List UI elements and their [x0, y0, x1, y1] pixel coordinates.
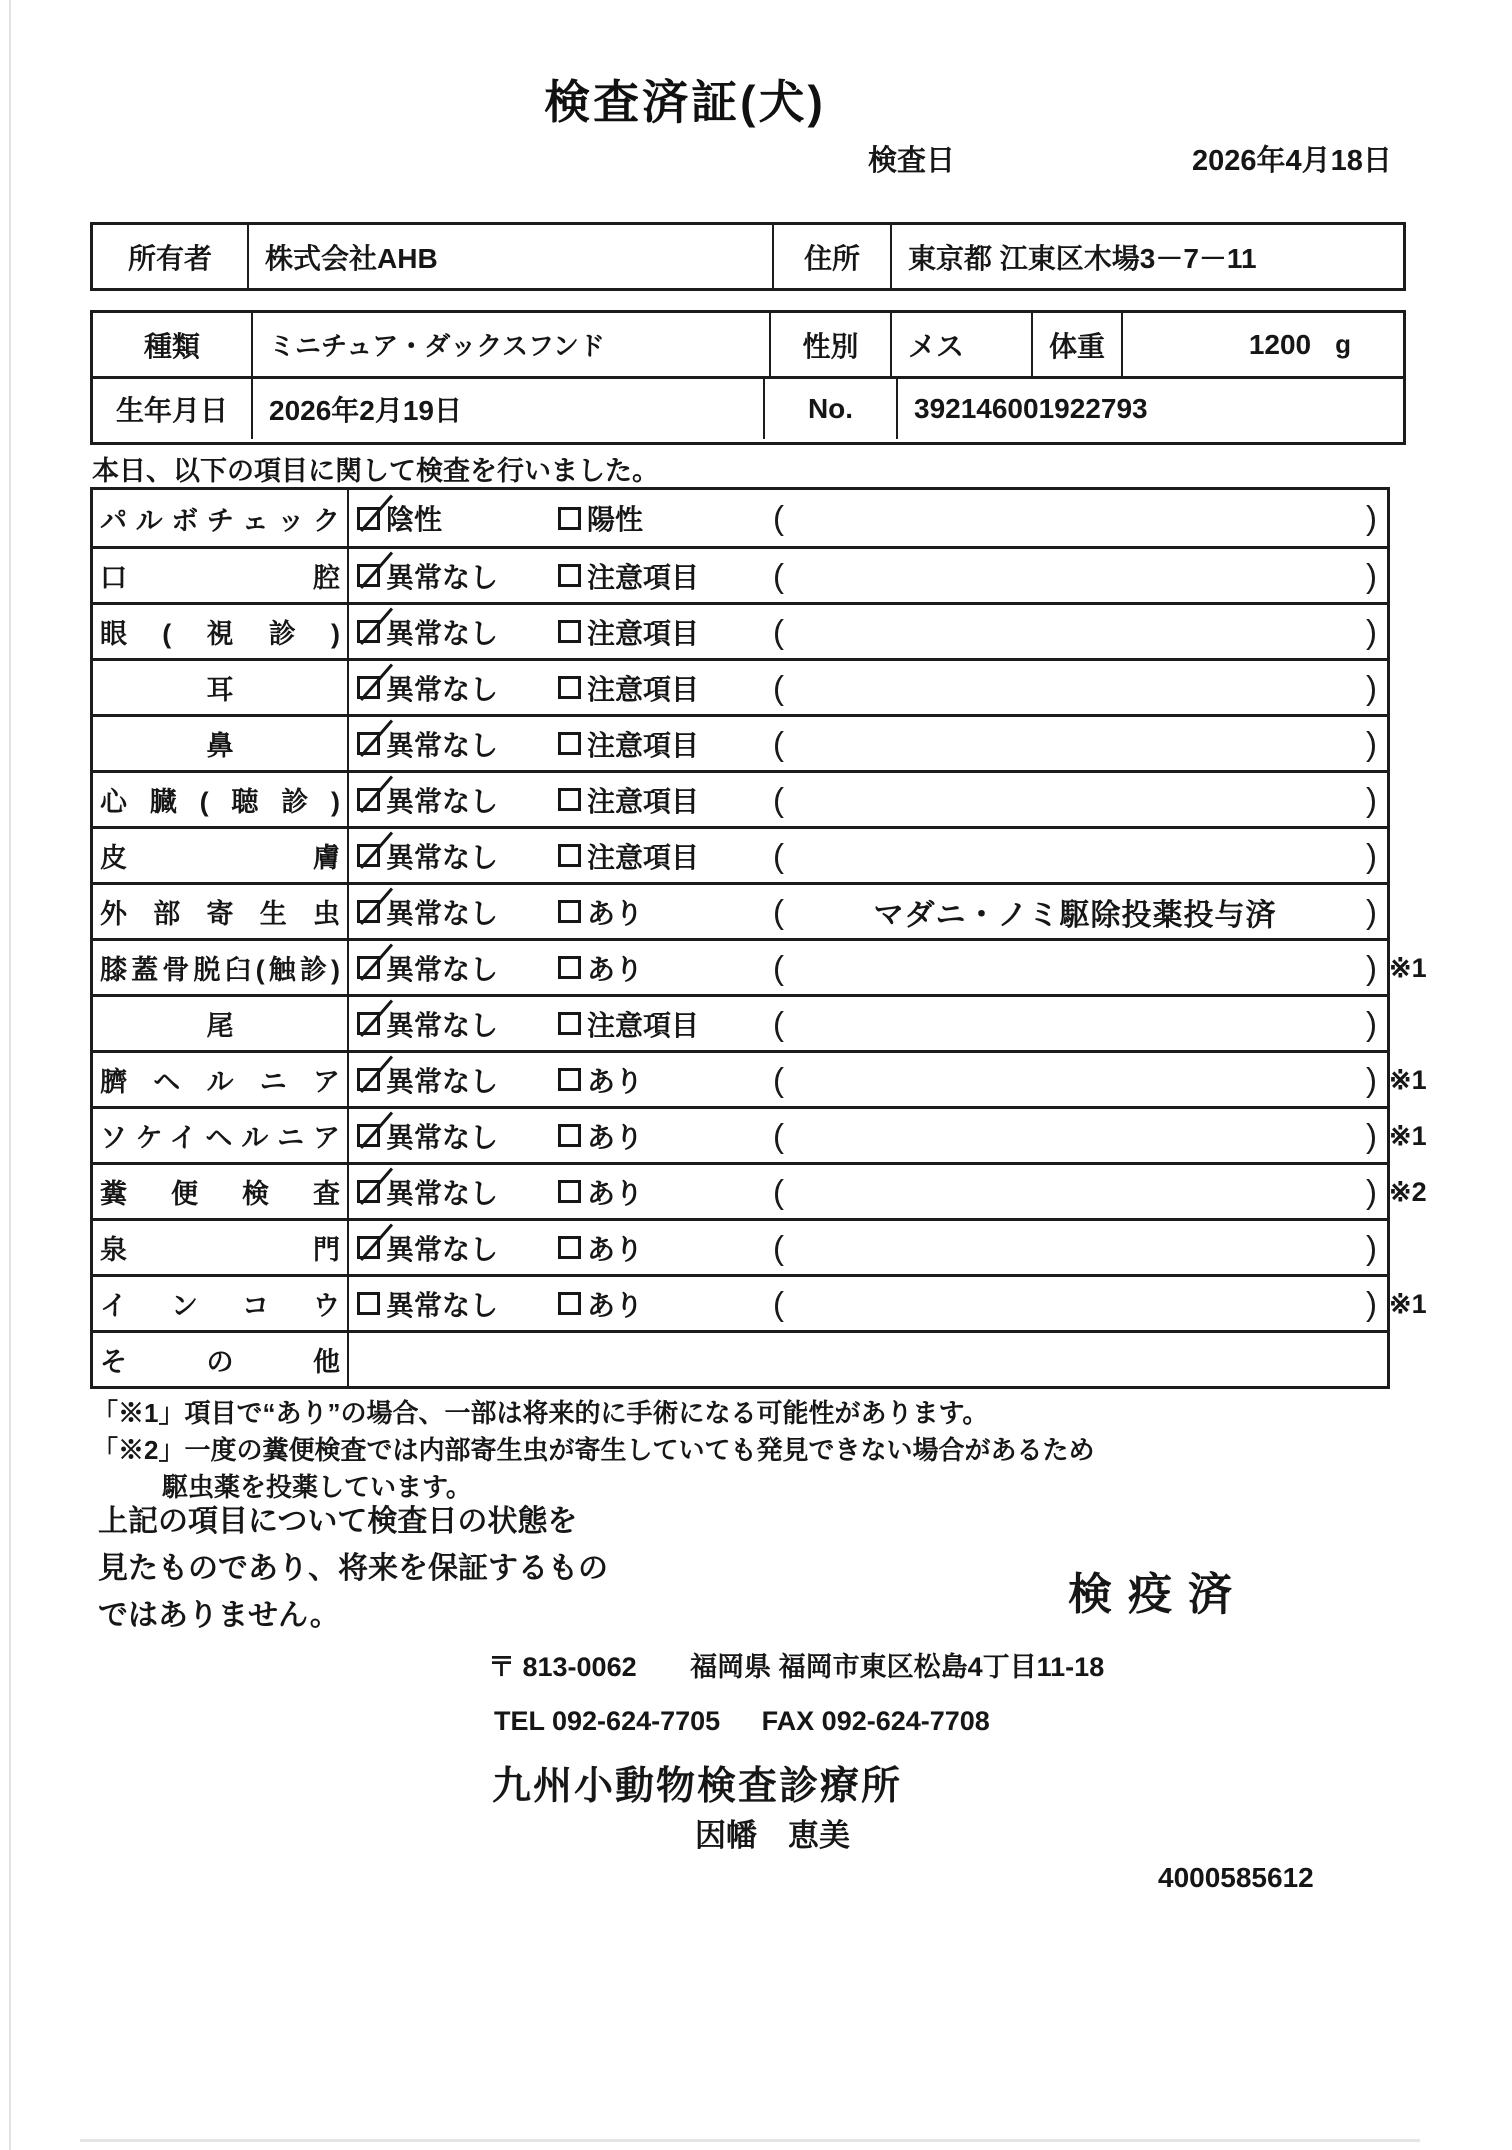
primary-checkbox	[357, 956, 380, 979]
footnotes	[92, 1395, 1094, 1506]
open-paren: (	[773, 780, 784, 818]
remarks-field	[773, 1285, 1387, 1323]
secondary-checkbox	[558, 676, 581, 699]
exam-item-label: 糞便検査	[100, 1179, 340, 1209]
secondary-checkbox	[558, 1012, 581, 1035]
exam-row	[93, 714, 1387, 770]
exam-item-cell	[93, 1221, 349, 1274]
exam-row	[93, 1218, 1387, 1274]
footnote-mark: ※2	[1389, 1177, 1427, 1207]
birthdate-label: 生年月日	[115, 395, 228, 426]
exam-result-cell	[349, 829, 1387, 882]
examiner-name: 因幡 恵美	[695, 1818, 850, 1853]
exam-result-cell	[349, 605, 1387, 658]
exam-result-cell	[349, 1053, 1387, 1106]
exam-item-label: 口腔	[100, 563, 340, 593]
exam-row	[93, 1050, 1427, 1106]
primary-option-label: 異常なし	[386, 1065, 499, 1097]
secondary-option-label: あり	[587, 953, 644, 985]
exam-item-label: パルボチェック	[100, 505, 340, 536]
open-paren: (	[773, 1004, 784, 1042]
clinic-phone-line	[494, 1706, 990, 1737]
exam-item-label: 心臓(聴診)	[100, 787, 340, 817]
primary-option-label: 異常なし	[386, 673, 499, 705]
exam-item-cell	[93, 773, 349, 826]
exam-row	[93, 1274, 1427, 1330]
exam-row	[93, 1330, 1387, 1386]
exam-result-cell	[349, 717, 1387, 770]
footnote-mark: ※1	[1389, 1121, 1427, 1151]
exam-result-cell	[349, 941, 1387, 994]
primary-option-label: 異常なし	[386, 897, 499, 929]
exam-result-cell	[349, 490, 1387, 546]
close-paren: )	[1366, 948, 1377, 986]
primary-checkbox	[357, 1180, 380, 1203]
inspection-date-label: 検査日	[868, 145, 956, 177]
exam-row	[93, 938, 1427, 994]
exam-result-cell	[349, 661, 1387, 714]
exam-item-cell	[93, 829, 349, 882]
weight-label: 体重	[1031, 313, 1121, 376]
exam-item-label: 眼(視診)	[100, 619, 340, 649]
exam-note: マダニ・ノミ駆除投薬投与済	[873, 898, 1277, 932]
primary-checkbox	[357, 1292, 380, 1315]
clinic-address: 福岡県 福岡市東区松島4丁目11-18	[690, 1652, 1105, 1682]
statement-line-1: 上記の項目について検査日の状態を	[98, 1505, 578, 1538]
secondary-checkbox	[558, 956, 581, 979]
exam-row	[93, 994, 1387, 1050]
breed-value: ミニチュア・ダックスフンド	[251, 313, 769, 376]
exam-item-label: 尾	[206, 1011, 234, 1041]
open-paren: (	[773, 1172, 784, 1210]
remarks-field	[773, 1061, 1387, 1099]
secondary-option-label: 注意項目	[587, 1009, 700, 1041]
close-paren: )	[1366, 1284, 1377, 1322]
exam-row	[93, 1162, 1427, 1218]
secondary-option-label: 注意項目	[587, 673, 700, 705]
primary-option-label: 異常なし	[386, 1121, 499, 1153]
secondary-option-label: 注意項目	[587, 841, 700, 873]
footnote-2-continued: 駆虫薬を投薬しています。	[162, 1472, 472, 1502]
exam-result-cell	[349, 1165, 1387, 1218]
remarks-field	[773, 613, 1387, 651]
close-paren: )	[1366, 892, 1377, 930]
primary-option-label: 異常なし	[386, 1009, 499, 1041]
exam-row	[93, 826, 1387, 882]
open-paren: (	[773, 892, 784, 930]
close-paren: )	[1366, 499, 1377, 536]
close-paren: )	[1366, 780, 1377, 818]
close-paren: )	[1366, 668, 1377, 706]
exam-item-cell	[93, 717, 349, 770]
clinic-postal-code: 〒 813-0062	[488, 1652, 637, 1682]
quarantine-passed-stamp: 検疫済	[1068, 1570, 1248, 1619]
exam-item-label: 臍ヘルニア	[100, 1067, 340, 1097]
secondary-checkbox	[558, 507, 581, 530]
close-paren: )	[1366, 724, 1377, 762]
sex-value: メス	[890, 313, 1031, 376]
primary-checkbox	[357, 1012, 380, 1035]
birthdate-value: 2026年2月19日	[251, 379, 763, 439]
footnote-mark: ※1	[1389, 953, 1427, 983]
id-number-label: No.	[763, 379, 896, 439]
inspection-date-row	[0, 138, 1512, 177]
statement-line-3: ではありません。	[98, 1599, 340, 1632]
animal-info-table	[90, 310, 1406, 445]
secondary-checkbox	[558, 564, 581, 587]
owner-table	[90, 222, 1406, 291]
exam-item-label: 鼻	[206, 731, 234, 761]
primary-option-label: 異常なし	[386, 1233, 499, 1265]
exam-row	[93, 1106, 1427, 1162]
remarks-field	[773, 669, 1387, 707]
exam-row	[93, 602, 1387, 658]
remarks-field	[773, 949, 1387, 987]
primary-checkbox	[357, 1124, 380, 1147]
exam-result-cell	[349, 997, 1387, 1050]
footnote-mark: ※1	[1389, 1289, 1427, 1319]
exam-row	[93, 658, 1387, 714]
secondary-checkbox	[558, 1292, 581, 1315]
primary-option-label: 異常なし	[386, 841, 499, 873]
exam-item-cell	[93, 661, 349, 714]
secondary-option-label: あり	[587, 1233, 644, 1265]
exam-item-label: インコウ	[100, 1291, 340, 1321]
open-paren: (	[773, 556, 784, 594]
exam-item-label: 泉門	[100, 1235, 340, 1265]
exam-item-cell	[93, 997, 349, 1050]
id-number-value: 392146001922793	[896, 379, 1403, 439]
close-paren: )	[1366, 836, 1377, 874]
weight-value: 1200	[1248, 328, 1312, 360]
secondary-option-label: あり	[587, 1177, 644, 1209]
disclaimer-statement	[98, 1498, 608, 1639]
owner-value: 株式会社AHB	[247, 225, 772, 288]
primary-checkbox	[357, 507, 380, 530]
weight-value-cell	[1121, 313, 1403, 376]
remarks-field	[773, 1173, 1387, 1211]
exam-item-label: 耳	[206, 675, 234, 705]
exam-item-cell	[93, 1165, 349, 1218]
exam-result-cell	[349, 773, 1387, 826]
secondary-option-label: 注意項目	[587, 617, 700, 649]
breed-label: 種類	[143, 330, 200, 362]
primary-checkbox	[357, 844, 380, 867]
exam-result-cell	[349, 1221, 1387, 1274]
remarks-field	[773, 1229, 1387, 1267]
primary-checkbox	[357, 564, 380, 587]
footnote-mark: ※1	[1389, 1065, 1427, 1095]
open-paren: (	[773, 1228, 784, 1266]
close-paren: )	[1366, 556, 1377, 594]
exam-result-cell	[349, 1333, 1387, 1386]
exam-item-label: 皮膚	[100, 843, 340, 873]
open-paren: (	[773, 1116, 784, 1154]
secondary-checkbox	[558, 844, 581, 867]
exam-row	[93, 882, 1387, 938]
exam-item-cell	[93, 549, 349, 602]
secondary-checkbox	[558, 1068, 581, 1091]
exam-table	[90, 487, 1427, 1389]
remarks-field	[773, 1117, 1387, 1155]
secondary-checkbox	[558, 732, 581, 755]
secondary-checkbox	[558, 1180, 581, 1203]
exam-result-cell	[349, 1109, 1387, 1162]
secondary-option-label: 注意項目	[587, 729, 700, 761]
primary-option-label: 異常なし	[386, 785, 499, 817]
exam-item-cell	[93, 1109, 349, 1162]
open-paren: (	[773, 836, 784, 874]
primary-option-label: 異常なし	[386, 561, 499, 593]
remarks-field	[773, 890, 1387, 934]
weight-unit: g	[1335, 329, 1351, 359]
scan-edge-artifact	[9, 0, 11, 2150]
primary-option-label: 異常なし	[386, 617, 499, 649]
secondary-option-label: 注意項目	[587, 561, 700, 593]
statement-line-2: 見たものであり、将来を保証するもの	[98, 1552, 608, 1585]
exam-row	[93, 546, 1387, 602]
primary-option-label: 異常なし	[386, 729, 499, 761]
clinic-fax: FAX 092-624-7708	[761, 1706, 990, 1736]
exam-result-cell	[349, 549, 1387, 602]
exam-item-cell	[93, 885, 349, 938]
exam-row	[93, 490, 1387, 546]
close-paren: )	[1366, 1172, 1377, 1210]
footnote-2: 「※2」一度の糞便検査では内部寄生虫が寄生していても発見できない場合があるため	[92, 1435, 1095, 1465]
secondary-option-label: あり	[587, 1121, 644, 1153]
exam-item-cell	[93, 941, 349, 994]
remarks-field	[773, 725, 1387, 763]
exam-item-cell	[93, 605, 349, 658]
open-paren: (	[773, 1060, 784, 1098]
primary-option-label: 異常なし	[386, 953, 499, 985]
secondary-option-label: 陽性	[587, 504, 644, 535]
clinic-address-line	[488, 1645, 1104, 1684]
open-paren: (	[773, 499, 784, 536]
secondary-checkbox	[558, 1124, 581, 1147]
secondary-checkbox	[558, 1236, 581, 1259]
primary-checkbox	[357, 1068, 380, 1091]
secondary-option-label: あり	[587, 1065, 644, 1097]
secondary-checkbox	[558, 788, 581, 811]
primary-checkbox	[357, 732, 380, 755]
remarks-field	[773, 557, 1387, 595]
open-paren: (	[773, 612, 784, 650]
primary-option-label: 異常なし	[386, 1289, 499, 1321]
primary-checkbox	[357, 620, 380, 643]
exam-item-label: 外部寄生虫	[100, 899, 340, 929]
exam-item-cell	[93, 490, 349, 546]
intro-text: 本日、以下の項目に関して検査を行いました。	[92, 456, 659, 486]
secondary-checkbox	[558, 900, 581, 923]
page-title: 検査済証(犬)	[544, 76, 826, 128]
open-paren: (	[773, 948, 784, 986]
close-paren: )	[1366, 1228, 1377, 1266]
address-label: 住所	[772, 225, 890, 288]
secondary-option-label: あり	[587, 1289, 644, 1321]
secondary-checkbox	[558, 620, 581, 643]
exam-row	[93, 770, 1387, 826]
exam-result-cell	[349, 885, 1387, 938]
close-paren: )	[1366, 1060, 1377, 1098]
remarks-field	[773, 499, 1387, 537]
remarks-field	[773, 781, 1387, 819]
exam-item-cell	[93, 1277, 349, 1330]
exam-item-label: ソケイヘルニア	[100, 1123, 340, 1153]
exam-item-cell	[93, 1053, 349, 1106]
primary-option-label: 異常なし	[386, 1177, 499, 1209]
primary-checkbox	[357, 788, 380, 811]
open-paren: (	[773, 668, 784, 706]
clinic-tel: TEL 092-624-7705	[494, 1706, 721, 1736]
scan-edge-artifact	[80, 2139, 1420, 2142]
inspection-date-value: 2026年4月18日	[1192, 145, 1392, 177]
primary-checkbox	[357, 900, 380, 923]
sex-label: 性別	[769, 313, 890, 376]
exam-item-label: その他	[100, 1347, 340, 1377]
close-paren: )	[1366, 1004, 1377, 1042]
exam-item-label: 膝蓋骨脱臼(触診)	[100, 955, 340, 985]
address-value: 東京都 江東区木場3－7－11	[890, 225, 1403, 288]
open-paren: (	[773, 724, 784, 762]
primary-checkbox	[357, 676, 380, 699]
secondary-option-label: あり	[587, 897, 644, 929]
close-paren: )	[1366, 1116, 1377, 1154]
clinic-name: 九州小動物検査診療所	[492, 1765, 903, 1808]
remarks-field	[773, 837, 1387, 875]
owner-label: 所有者	[127, 242, 212, 274]
footnote-1: 「※1」項目で“あり”の場合、一部は将来的に手術になる可能性があります。	[92, 1398, 989, 1428]
open-paren: (	[773, 1284, 784, 1322]
serial-number: 4000585612	[1158, 1862, 1314, 1893]
close-paren: )	[1366, 612, 1377, 650]
exam-result-cell	[349, 1277, 1387, 1330]
exam-item-cell	[93, 1333, 349, 1386]
secondary-option-label: 注意項目	[587, 785, 700, 817]
remarks-field	[773, 1005, 1387, 1043]
primary-option-label: 陰性	[386, 504, 443, 535]
primary-checkbox	[357, 1236, 380, 1259]
